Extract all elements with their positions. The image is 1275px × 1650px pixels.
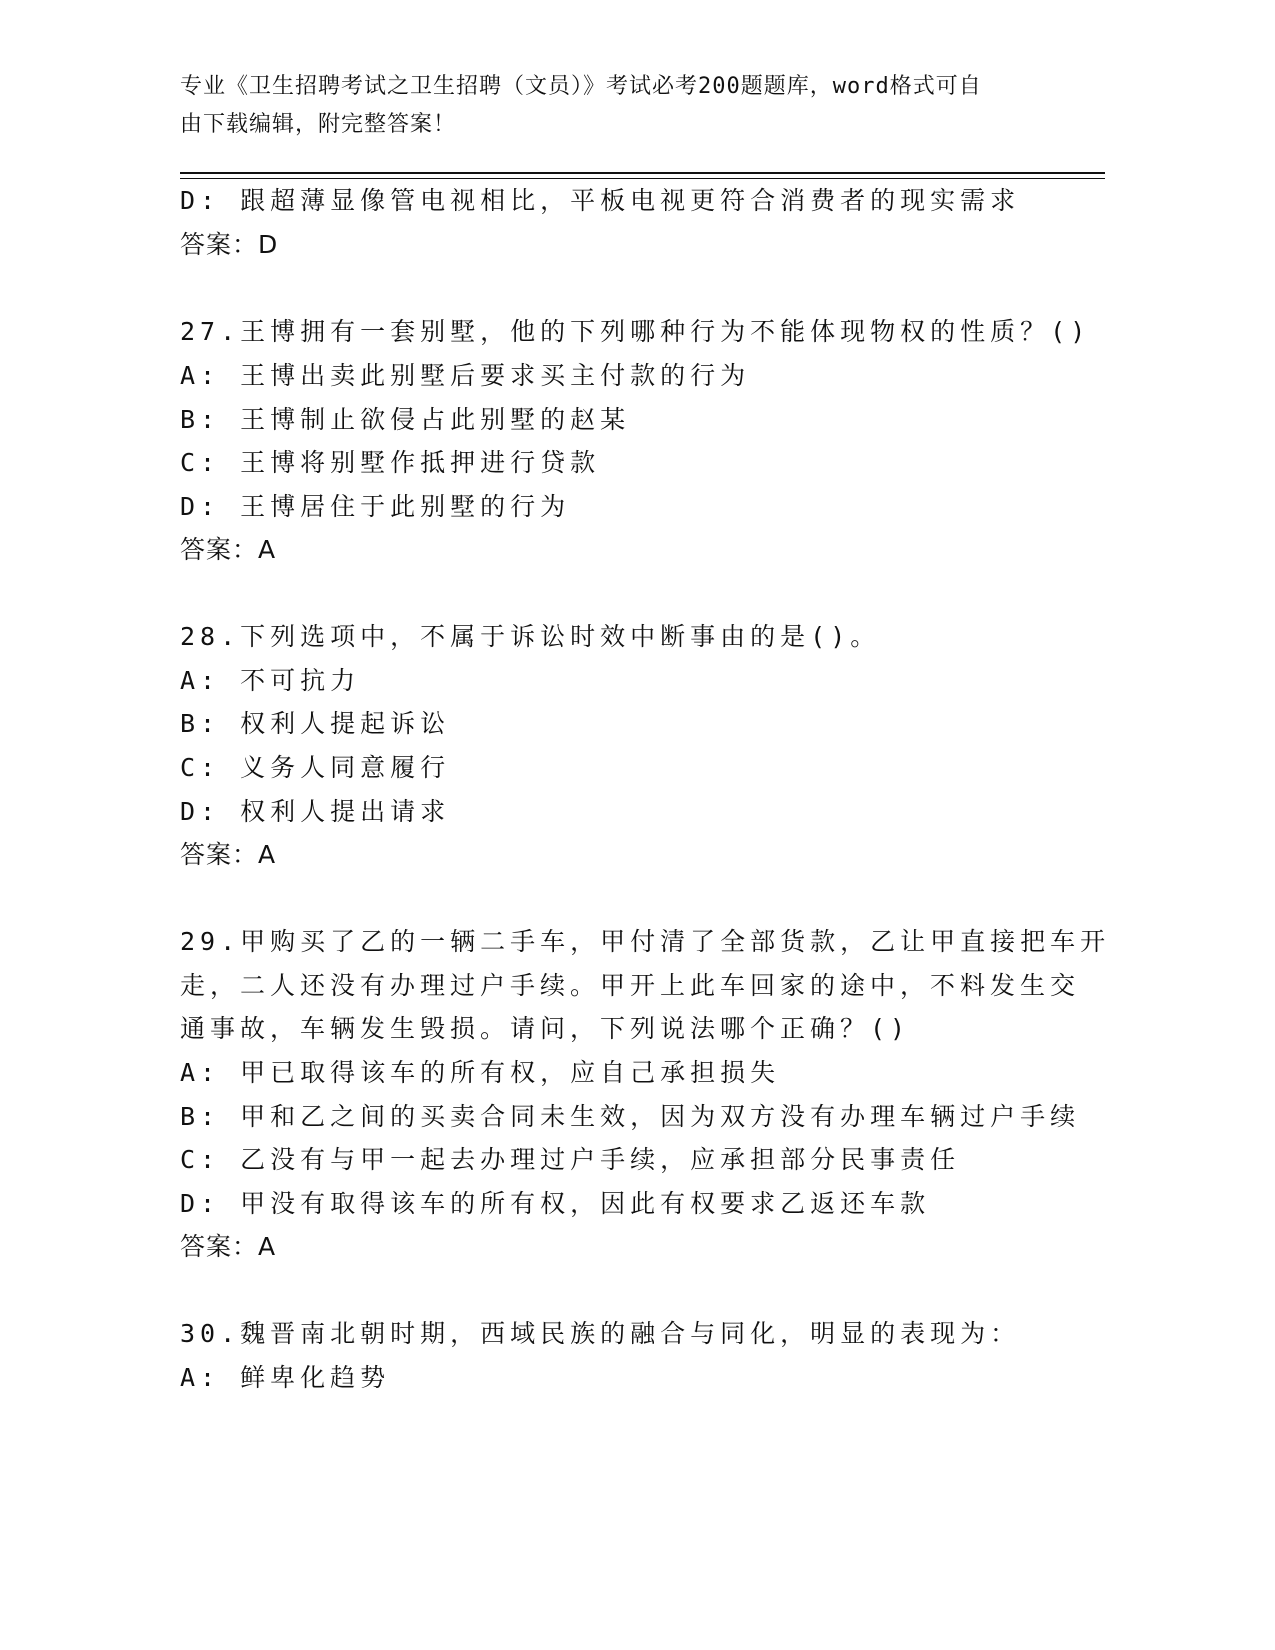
q29-option-d: D: 甲没有取得该车的所有权，因此有权要求乙返还车款 [180, 1189, 931, 1218]
q26-option-d: D: 跟超薄显像管电视相比，平板电视更符合消费者的现实需求 [180, 186, 1021, 215]
header-rule-thin [180, 178, 1105, 179]
q29-option-a: A: 甲已取得该车的所有权，应自己承担损失 [180, 1058, 781, 1087]
q27-option-d: D: 王博居住于此别墅的行为 [180, 492, 571, 521]
q27-option-c: C: 王博将别墅作抵押进行贷款 [180, 448, 601, 477]
header-rule-thick [180, 172, 1105, 174]
q28-option-b: B: 权利人提起诉讼 [180, 709, 451, 738]
header-line-2: 由下载编辑，附完整答案！ [180, 112, 457, 137]
q29-stem-line-2: 走，二人还没有办理过户手续。甲开上此车回家的途中，不料发生交 [180, 971, 1081, 1000]
q30-stem: 30.魏晋南北朝时期，西域民族的融合与同化，明显的表现为： [180, 1319, 1021, 1348]
q29-option-b: B: 甲和乙之间的买卖合同未生效，因为双方没有办理车辆过户手续 [180, 1102, 1081, 1131]
q28-option-d: D: 权利人提出请求 [180, 797, 451, 826]
q29-stem-line-1: 29.甲购买了乙的一辆二手车，甲付清了全部货款，乙让甲直接把车开 [180, 927, 1111, 956]
q27-stem: 27.王博拥有一套别墅，他的下列哪种行为不能体现物权的性质？() [180, 317, 1091, 346]
q27-answer: 答案：A [180, 535, 277, 564]
q28-answer: 答案：A [180, 840, 277, 869]
q29-option-c: C: 乙没有与甲一起去办理过户手续，应承担部分民事责任 [180, 1145, 961, 1174]
q28-option-a: A: 不可抗力 [180, 666, 361, 695]
q28-stem: 28.下列选项中，不属于诉讼时效中断事由的是()。 [180, 622, 881, 651]
q28-option-c: C: 义务人同意履行 [180, 753, 451, 782]
q27-option-b: B: 王博制止欲侵占此别墅的赵某 [180, 405, 631, 434]
header-line-1: 专业《卫生招聘考试之卫生招聘（文员）》考试必考200题题库，word格式可自 [180, 74, 982, 99]
document-header [180, 68, 1040, 144]
q30-option-a: A: 鲜卑化趋势 [180, 1363, 391, 1392]
q27-option-a: A: 王博出卖此别墅后要求买主付款的行为 [180, 361, 751, 390]
q29-stem-line-3: 通事故，车辆发生毁损。请问，下列说法哪个正确？() [180, 1014, 911, 1043]
q29-answer: 答案：A [180, 1232, 277, 1261]
q26-answer: 答案：D [180, 230, 279, 259]
